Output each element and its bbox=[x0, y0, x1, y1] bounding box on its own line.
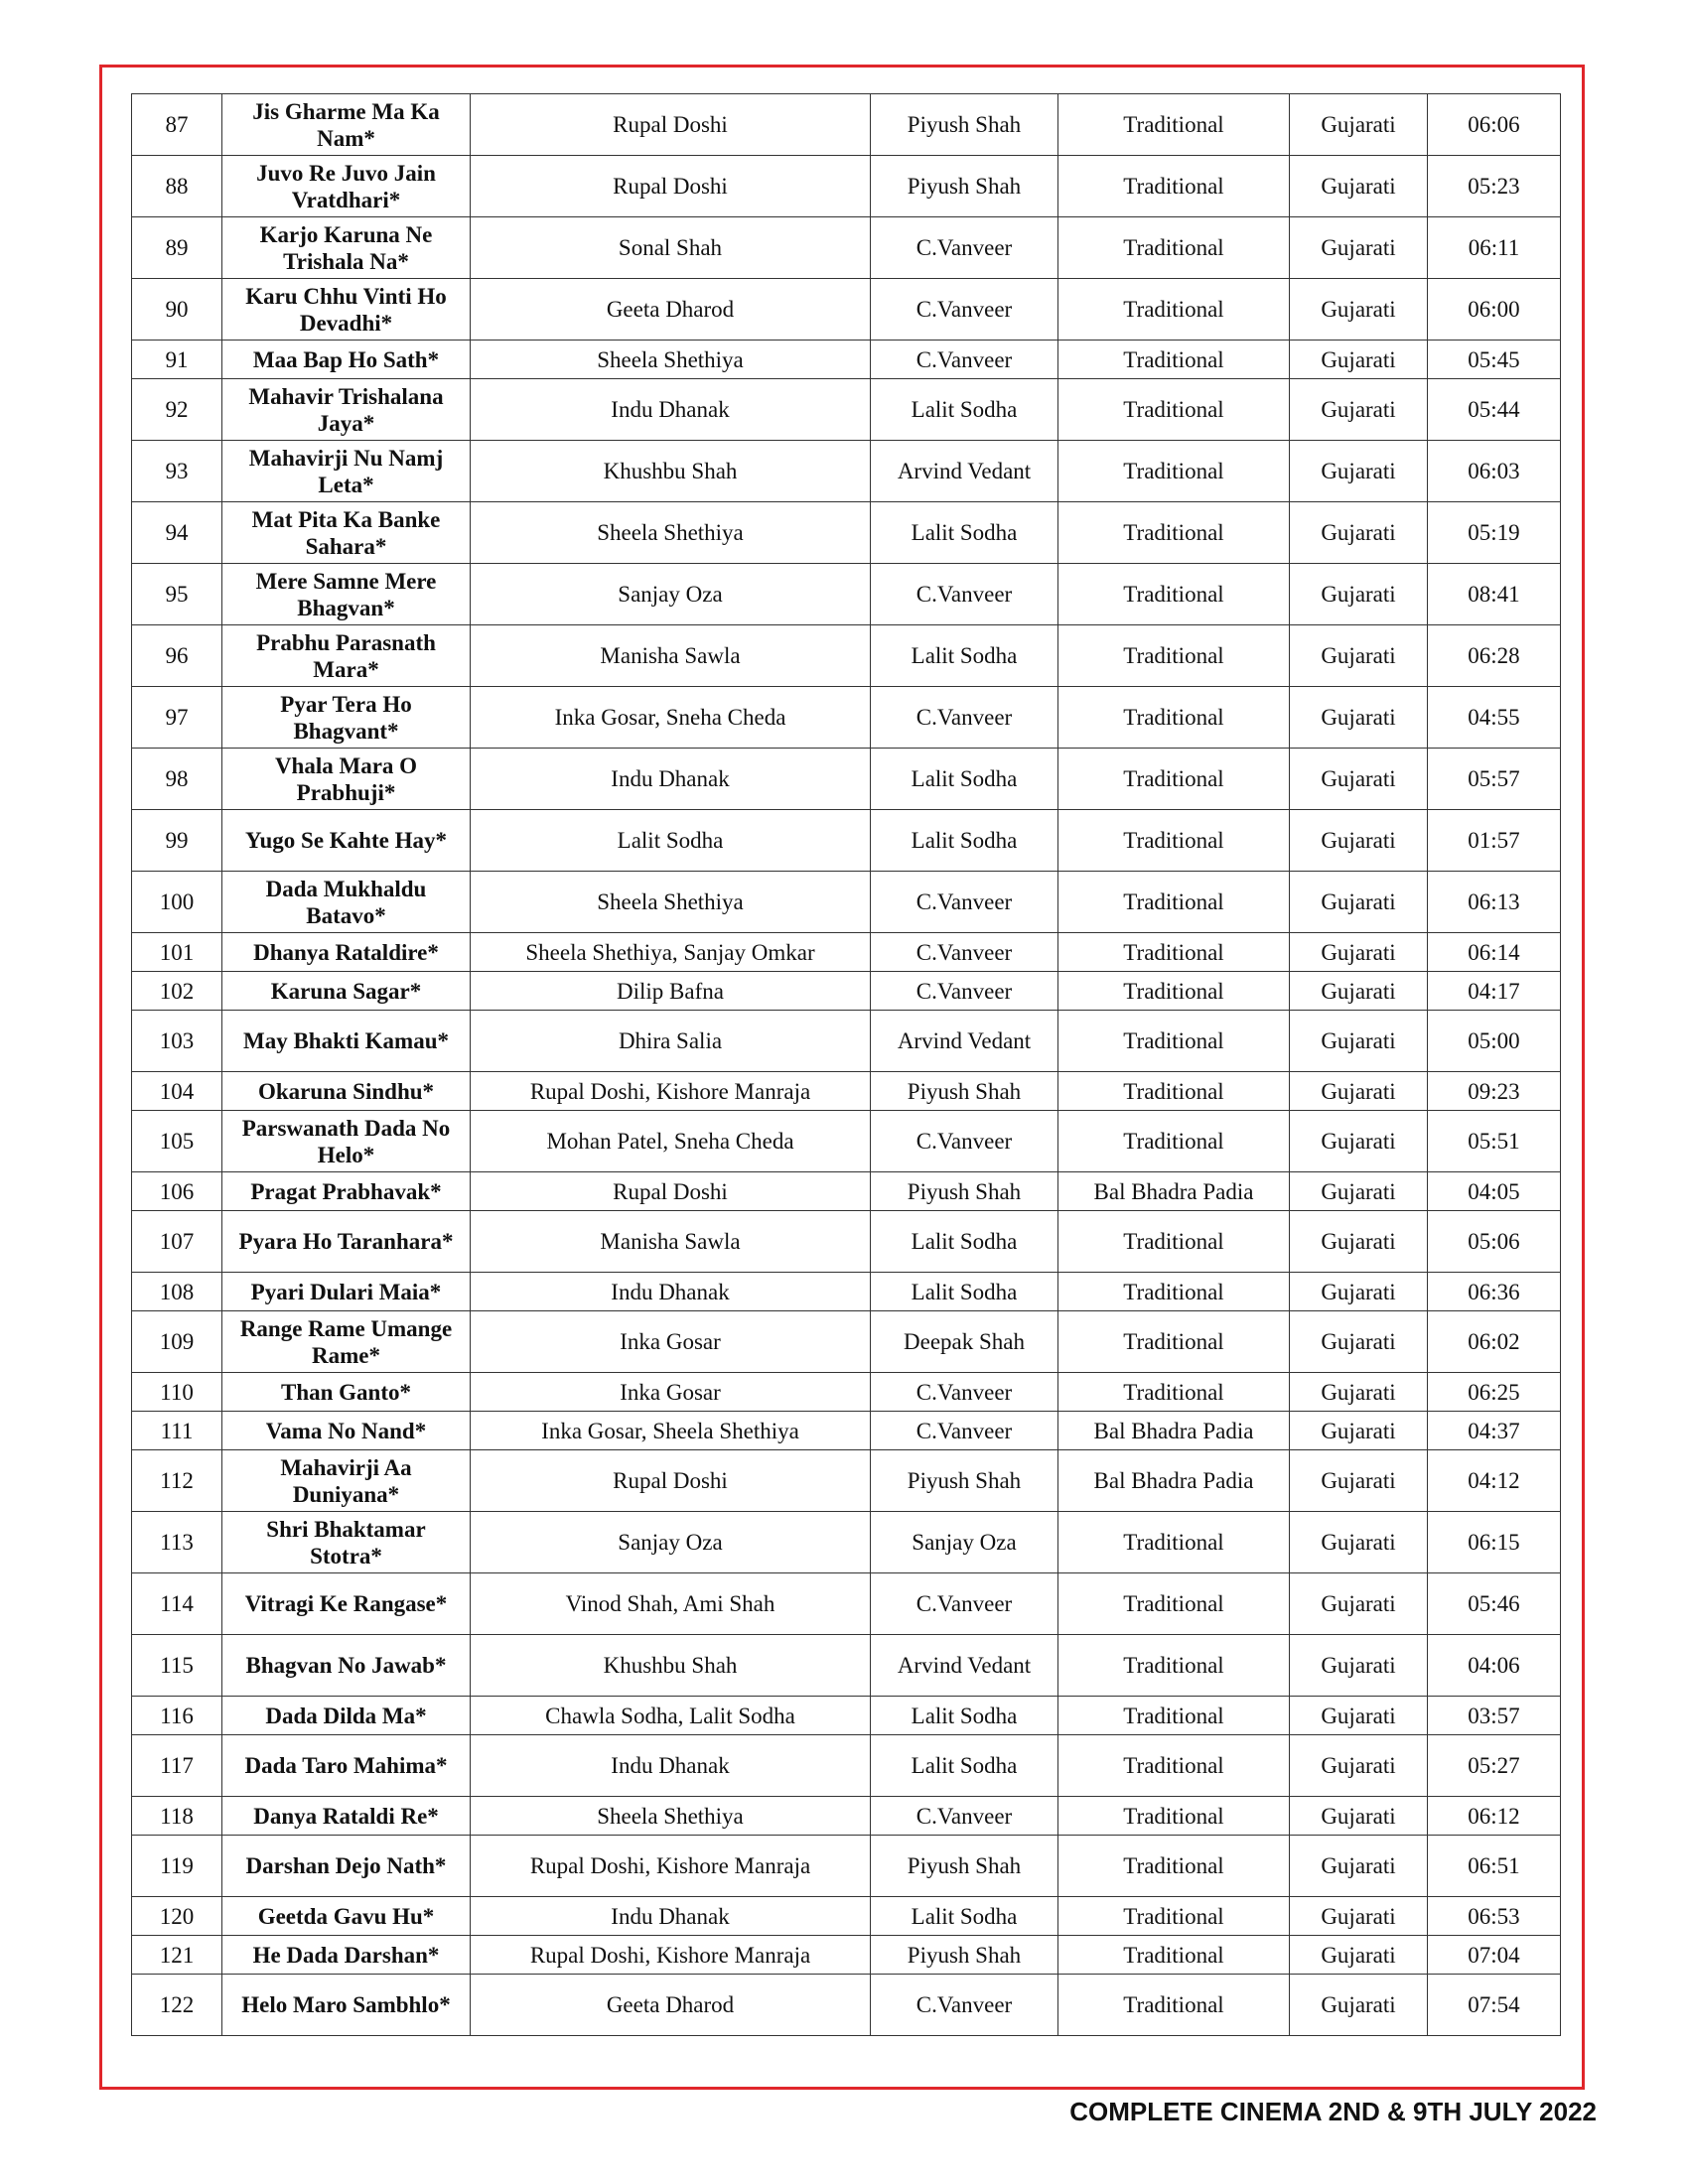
language-cell: Gujarati bbox=[1290, 502, 1428, 564]
music-director-cell: C.Vanveer bbox=[871, 1412, 1058, 1450]
duration-cell: 06:06 bbox=[1428, 94, 1561, 156]
duration-cell: 04:55 bbox=[1428, 687, 1561, 749]
language-cell: Gujarati bbox=[1290, 1897, 1428, 1936]
music-director-cell: Lalit Sodha bbox=[871, 1897, 1058, 1936]
duration-cell: 06:03 bbox=[1428, 441, 1561, 502]
row-number-cell: 120 bbox=[132, 1897, 222, 1936]
music-director-cell: Piyush Shah bbox=[871, 1836, 1058, 1897]
lyricist-cell: Traditional bbox=[1058, 1512, 1290, 1573]
song-title-cell: Jis Gharme Ma Ka Nam* bbox=[222, 94, 471, 156]
lyricist-cell: Traditional bbox=[1058, 1072, 1290, 1111]
row-number-cell: 108 bbox=[132, 1273, 222, 1311]
row-number-cell: 97 bbox=[132, 687, 222, 749]
row-number-cell: 98 bbox=[132, 749, 222, 810]
lyricist-cell: Traditional bbox=[1058, 972, 1290, 1011]
row-number-cell: 105 bbox=[132, 1111, 222, 1172]
music-director-cell: Lalit Sodha bbox=[871, 1697, 1058, 1735]
language-cell: Gujarati bbox=[1290, 441, 1428, 502]
row-number-cell: 109 bbox=[132, 1311, 222, 1373]
duration-cell: 01:57 bbox=[1428, 810, 1561, 872]
duration-cell: 06:13 bbox=[1428, 872, 1561, 933]
duration-cell: 06:00 bbox=[1428, 279, 1561, 341]
singers-cell: Khushbu Shah bbox=[471, 441, 871, 502]
duration-cell: 04:12 bbox=[1428, 1450, 1561, 1512]
duration-cell: 05:46 bbox=[1428, 1573, 1561, 1635]
singers-cell: Rupal Doshi bbox=[471, 1172, 871, 1211]
row-number-cell: 92 bbox=[132, 379, 222, 441]
table-row bbox=[132, 217, 1561, 279]
song-title-cell: Dada Mukhaldu Batavo* bbox=[222, 872, 471, 933]
language-cell: Gujarati bbox=[1290, 810, 1428, 872]
singers-cell: Inka Gosar bbox=[471, 1373, 871, 1412]
duration-cell: 06:51 bbox=[1428, 1836, 1561, 1897]
table-row bbox=[132, 625, 1561, 687]
lyricist-cell: Traditional bbox=[1058, 1797, 1290, 1836]
singers-cell: Indu Dhanak bbox=[471, 1735, 871, 1797]
table-row bbox=[132, 933, 1561, 972]
lyricist-cell: Traditional bbox=[1058, 1111, 1290, 1172]
lyricist-cell: Traditional bbox=[1058, 217, 1290, 279]
music-director-cell: Lalit Sodha bbox=[871, 625, 1058, 687]
lyricist-cell: Traditional bbox=[1058, 1936, 1290, 1975]
language-cell: Gujarati bbox=[1290, 1697, 1428, 1735]
song-title-cell: Range Rame Umange Rame* bbox=[222, 1311, 471, 1373]
song-title-cell: Dada Taro Mahima* bbox=[222, 1735, 471, 1797]
language-cell: Gujarati bbox=[1290, 94, 1428, 156]
music-director-cell: Piyush Shah bbox=[871, 1172, 1058, 1211]
table-row bbox=[132, 1936, 1561, 1975]
lyricist-cell: Traditional bbox=[1058, 564, 1290, 625]
song-title-cell: Parswanath Dada No Helo* bbox=[222, 1111, 471, 1172]
duration-cell: 06:28 bbox=[1428, 625, 1561, 687]
row-number-cell: 106 bbox=[132, 1172, 222, 1211]
lyricist-cell: Bal Bhadra Padia bbox=[1058, 1412, 1290, 1450]
music-director-cell: Lalit Sodha bbox=[871, 810, 1058, 872]
song-title-cell: Pyar Tera Ho Bhagvant* bbox=[222, 687, 471, 749]
language-cell: Gujarati bbox=[1290, 1211, 1428, 1273]
table-row bbox=[132, 1072, 1561, 1111]
music-director-cell: C.Vanveer bbox=[871, 972, 1058, 1011]
row-number-cell: 122 bbox=[132, 1975, 222, 2036]
language-cell: Gujarati bbox=[1290, 933, 1428, 972]
table-row bbox=[132, 1450, 1561, 1512]
lyricist-cell: Traditional bbox=[1058, 687, 1290, 749]
row-number-cell: 112 bbox=[132, 1450, 222, 1512]
song-title-cell: Dada Dilda Ma* bbox=[222, 1697, 471, 1735]
row-number-cell: 100 bbox=[132, 872, 222, 933]
song-title-cell: May Bhakti Kamau* bbox=[222, 1011, 471, 1072]
singers-cell: Sheela Shethiya, Sanjay Omkar bbox=[471, 933, 871, 972]
lyricist-cell: Traditional bbox=[1058, 1897, 1290, 1936]
music-director-cell: Deepak Shah bbox=[871, 1311, 1058, 1373]
lyricist-cell: Traditional bbox=[1058, 749, 1290, 810]
duration-cell: 04:37 bbox=[1428, 1412, 1561, 1450]
singers-cell: Dilip Bafna bbox=[471, 972, 871, 1011]
lyricist-cell: Traditional bbox=[1058, 1735, 1290, 1797]
language-cell: Gujarati bbox=[1290, 1273, 1428, 1311]
duration-cell: 06:02 bbox=[1428, 1311, 1561, 1373]
lyricist-cell: Bal Bhadra Padia bbox=[1058, 1450, 1290, 1512]
singers-cell: Vinod Shah, Ami Shah bbox=[471, 1573, 871, 1635]
duration-cell: 04:06 bbox=[1428, 1635, 1561, 1697]
singers-cell: Indu Dhanak bbox=[471, 1273, 871, 1311]
table-row bbox=[132, 1512, 1561, 1573]
music-director-cell: C.Vanveer bbox=[871, 217, 1058, 279]
music-director-cell: Lalit Sodha bbox=[871, 749, 1058, 810]
singers-cell: Manisha Sawla bbox=[471, 625, 871, 687]
table-row bbox=[132, 441, 1561, 502]
row-number-cell: 121 bbox=[132, 1936, 222, 1975]
language-cell: Gujarati bbox=[1290, 1172, 1428, 1211]
song-title-cell: Karjo Karuna Ne Trishala Na* bbox=[222, 217, 471, 279]
music-director-cell: Lalit Sodha bbox=[871, 1735, 1058, 1797]
language-cell: Gujarati bbox=[1290, 1975, 1428, 2036]
row-number-cell: 113 bbox=[132, 1512, 222, 1573]
lyricist-cell: Traditional bbox=[1058, 933, 1290, 972]
duration-cell: 09:23 bbox=[1428, 1072, 1561, 1111]
singers-cell: Lalit Sodha bbox=[471, 810, 871, 872]
song-title-cell: Mahavirji Nu Namj Leta* bbox=[222, 441, 471, 502]
song-title-cell: Prabhu Parasnath Mara* bbox=[222, 625, 471, 687]
song-title-cell: Shri Bhaktamar Stotra* bbox=[222, 1512, 471, 1573]
table-row bbox=[132, 872, 1561, 933]
language-cell: Gujarati bbox=[1290, 156, 1428, 217]
table-row bbox=[132, 279, 1561, 341]
table-row bbox=[132, 156, 1561, 217]
table-row bbox=[132, 1172, 1561, 1211]
song-title-cell: Okaruna Sindhu* bbox=[222, 1072, 471, 1111]
lyricist-cell: Traditional bbox=[1058, 1975, 1290, 2036]
music-director-cell: Lalit Sodha bbox=[871, 1211, 1058, 1273]
language-cell: Gujarati bbox=[1290, 1311, 1428, 1373]
singers-cell: Indu Dhanak bbox=[471, 379, 871, 441]
duration-cell: 05:00 bbox=[1428, 1011, 1561, 1072]
song-title-cell: Juvo Re Juvo Jain Vratdhari* bbox=[222, 156, 471, 217]
language-cell: Gujarati bbox=[1290, 1573, 1428, 1635]
music-director-cell: Arvind Vedant bbox=[871, 1011, 1058, 1072]
music-director-cell: C.Vanveer bbox=[871, 933, 1058, 972]
song-list-table bbox=[131, 93, 1561, 2036]
row-number-cell: 102 bbox=[132, 972, 222, 1011]
song-list-body bbox=[132, 94, 1561, 2036]
music-director-cell: C.Vanveer bbox=[871, 279, 1058, 341]
table-row bbox=[132, 1273, 1561, 1311]
singers-cell: Mohan Patel, Sneha Cheda bbox=[471, 1111, 871, 1172]
music-director-cell: C.Vanveer bbox=[871, 1373, 1058, 1412]
row-number-cell: 103 bbox=[132, 1011, 222, 1072]
lyricist-cell: Traditional bbox=[1058, 1573, 1290, 1635]
song-title-cell: Vama No Nand* bbox=[222, 1412, 471, 1450]
language-cell: Gujarati bbox=[1290, 749, 1428, 810]
table-row bbox=[132, 1697, 1561, 1735]
singers-cell: Chawla Sodha, Lalit Sodha bbox=[471, 1697, 871, 1735]
duration-cell: 06:53 bbox=[1428, 1897, 1561, 1936]
row-number-cell: 88 bbox=[132, 156, 222, 217]
language-cell: Gujarati bbox=[1290, 1373, 1428, 1412]
duration-cell: 07:54 bbox=[1428, 1975, 1561, 2036]
duration-cell: 05:51 bbox=[1428, 1111, 1561, 1172]
music-director-cell: C.Vanveer bbox=[871, 1797, 1058, 1836]
singers-cell: Indu Dhanak bbox=[471, 749, 871, 810]
language-cell: Gujarati bbox=[1290, 564, 1428, 625]
duration-cell: 05:45 bbox=[1428, 341, 1561, 379]
table-row bbox=[132, 1836, 1561, 1897]
lyricist-cell: Traditional bbox=[1058, 1311, 1290, 1373]
table-row bbox=[132, 749, 1561, 810]
row-number-cell: 95 bbox=[132, 564, 222, 625]
table-row bbox=[132, 94, 1561, 156]
singers-cell: Rupal Doshi bbox=[471, 156, 871, 217]
music-director-cell: Piyush Shah bbox=[871, 1450, 1058, 1512]
lyricist-cell: Traditional bbox=[1058, 1836, 1290, 1897]
footer-caption: COMPLETE CINEMA 2ND & 9TH JULY 2022 bbox=[1069, 2097, 1597, 2126]
row-number-cell: 107 bbox=[132, 1211, 222, 1273]
row-number-cell: 104 bbox=[132, 1072, 222, 1111]
song-title-cell: He Dada Darshan* bbox=[222, 1936, 471, 1975]
table-row bbox=[132, 1111, 1561, 1172]
table-row bbox=[132, 1211, 1561, 1273]
table-row bbox=[132, 1975, 1561, 2036]
language-cell: Gujarati bbox=[1290, 625, 1428, 687]
duration-cell: 06:25 bbox=[1428, 1373, 1561, 1412]
lyricist-cell: Traditional bbox=[1058, 1273, 1290, 1311]
singers-cell: Manisha Sawla bbox=[471, 1211, 871, 1273]
song-title-cell: Mere Samne Mere Bhagvan* bbox=[222, 564, 471, 625]
language-cell: Gujarati bbox=[1290, 687, 1428, 749]
table-row bbox=[132, 1373, 1561, 1412]
language-cell: Gujarati bbox=[1290, 1011, 1428, 1072]
language-cell: Gujarati bbox=[1290, 1450, 1428, 1512]
table-row bbox=[132, 972, 1561, 1011]
song-title-cell: Than Ganto* bbox=[222, 1373, 471, 1412]
music-director-cell: Arvind Vedant bbox=[871, 441, 1058, 502]
language-cell: Gujarati bbox=[1290, 972, 1428, 1011]
singers-cell: Khushbu Shah bbox=[471, 1635, 871, 1697]
row-number-cell: 110 bbox=[132, 1373, 222, 1412]
language-cell: Gujarati bbox=[1290, 279, 1428, 341]
duration-cell: 06:36 bbox=[1428, 1273, 1561, 1311]
song-title-cell: Mahavir Trishalana Jaya* bbox=[222, 379, 471, 441]
music-director-cell: Piyush Shah bbox=[871, 1936, 1058, 1975]
table-row bbox=[132, 1797, 1561, 1836]
row-number-cell: 96 bbox=[132, 625, 222, 687]
duration-cell: 08:41 bbox=[1428, 564, 1561, 625]
row-number-cell: 94 bbox=[132, 502, 222, 564]
music-director-cell: Piyush Shah bbox=[871, 94, 1058, 156]
duration-cell: 06:11 bbox=[1428, 217, 1561, 279]
song-title-cell: Helo Maro Sambhlo* bbox=[222, 1975, 471, 2036]
language-cell: Gujarati bbox=[1290, 1412, 1428, 1450]
row-number-cell: 111 bbox=[132, 1412, 222, 1450]
duration-cell: 05:57 bbox=[1428, 749, 1561, 810]
singers-cell: Inka Gosar, Sneha Cheda bbox=[471, 687, 871, 749]
singers-cell: Dhira Salia bbox=[471, 1011, 871, 1072]
table-row bbox=[132, 1412, 1561, 1450]
lyricist-cell: Traditional bbox=[1058, 872, 1290, 933]
table-row bbox=[132, 1735, 1561, 1797]
singers-cell: Sheela Shethiya bbox=[471, 872, 871, 933]
music-director-cell: Lalit Sodha bbox=[871, 1273, 1058, 1311]
music-director-cell: Arvind Vedant bbox=[871, 1635, 1058, 1697]
language-cell: Gujarati bbox=[1290, 1797, 1428, 1836]
song-title-cell: Vitragi Ke Rangase* bbox=[222, 1573, 471, 1635]
duration-cell: 07:04 bbox=[1428, 1936, 1561, 1975]
table-row bbox=[132, 1573, 1561, 1635]
singers-cell: Sanjay Oza bbox=[471, 1512, 871, 1573]
music-director-cell: C.Vanveer bbox=[871, 687, 1058, 749]
lyricist-cell: Traditional bbox=[1058, 341, 1290, 379]
row-number-cell: 118 bbox=[132, 1797, 222, 1836]
lyricist-cell: Traditional bbox=[1058, 156, 1290, 217]
duration-cell: 04:17 bbox=[1428, 972, 1561, 1011]
singers-cell: Sanjay Oza bbox=[471, 564, 871, 625]
duration-cell: 05:06 bbox=[1428, 1211, 1561, 1273]
language-cell: Gujarati bbox=[1290, 872, 1428, 933]
singers-cell: Sheela Shethiya bbox=[471, 502, 871, 564]
music-director-cell: C.Vanveer bbox=[871, 872, 1058, 933]
music-director-cell: C.Vanveer bbox=[871, 1111, 1058, 1172]
song-title-cell: Danya Rataldi Re* bbox=[222, 1797, 471, 1836]
table-row bbox=[132, 1011, 1561, 1072]
lyricist-cell: Traditional bbox=[1058, 441, 1290, 502]
row-number-cell: 91 bbox=[132, 341, 222, 379]
music-director-cell: Lalit Sodha bbox=[871, 379, 1058, 441]
music-director-cell: C.Vanveer bbox=[871, 1975, 1058, 2036]
table-row bbox=[132, 810, 1561, 872]
language-cell: Gujarati bbox=[1290, 379, 1428, 441]
singers-cell: Rupal Doshi, Kishore Manraja bbox=[471, 1936, 871, 1975]
lyricist-cell: Traditional bbox=[1058, 1697, 1290, 1735]
language-cell: Gujarati bbox=[1290, 1735, 1428, 1797]
lyricist-cell: Traditional bbox=[1058, 625, 1290, 687]
duration-cell: 06:12 bbox=[1428, 1797, 1561, 1836]
music-director-cell: C.Vanveer bbox=[871, 1573, 1058, 1635]
table-row bbox=[132, 1311, 1561, 1373]
singers-cell: Rupal Doshi, Kishore Manraja bbox=[471, 1836, 871, 1897]
song-title-cell: Pyara Ho Taranhara* bbox=[222, 1211, 471, 1273]
song-title-cell: Mat Pita Ka Banke Sahara* bbox=[222, 502, 471, 564]
row-number-cell: 101 bbox=[132, 933, 222, 972]
row-number-cell: 117 bbox=[132, 1735, 222, 1797]
song-title-cell: Karu Chhu Vinti Ho Devadhi* bbox=[222, 279, 471, 341]
lyricist-cell: Traditional bbox=[1058, 379, 1290, 441]
duration-cell: 05:23 bbox=[1428, 156, 1561, 217]
language-cell: Gujarati bbox=[1290, 217, 1428, 279]
row-number-cell: 99 bbox=[132, 810, 222, 872]
table-row bbox=[132, 564, 1561, 625]
song-title-cell: Mahavirji Aa Duniyana* bbox=[222, 1450, 471, 1512]
song-title-cell: Bhagvan No Jawab* bbox=[222, 1635, 471, 1697]
singers-cell: Rupal Doshi, Kishore Manraja bbox=[471, 1072, 871, 1111]
duration-cell: 04:05 bbox=[1428, 1172, 1561, 1211]
row-number-cell: 116 bbox=[132, 1697, 222, 1735]
duration-cell: 05:27 bbox=[1428, 1735, 1561, 1797]
lyricist-cell: Traditional bbox=[1058, 810, 1290, 872]
singers-cell: Geeta Dharod bbox=[471, 279, 871, 341]
music-director-cell: Sanjay Oza bbox=[871, 1512, 1058, 1573]
singers-cell: Rupal Doshi bbox=[471, 1450, 871, 1512]
singers-cell: Sheela Shethiya bbox=[471, 341, 871, 379]
song-title-cell: Dhanya Rataldire* bbox=[222, 933, 471, 972]
row-number-cell: 89 bbox=[132, 217, 222, 279]
singers-cell: Indu Dhanak bbox=[471, 1897, 871, 1936]
duration-cell: 03:57 bbox=[1428, 1697, 1561, 1735]
lyricist-cell: Traditional bbox=[1058, 502, 1290, 564]
language-cell: Gujarati bbox=[1290, 341, 1428, 379]
singers-cell: Sonal Shah bbox=[471, 217, 871, 279]
duration-cell: 05:19 bbox=[1428, 502, 1561, 564]
table-row bbox=[132, 1897, 1561, 1936]
duration-cell: 06:14 bbox=[1428, 933, 1561, 972]
singers-cell: Geeta Dharod bbox=[471, 1975, 871, 2036]
row-number-cell: 93 bbox=[132, 441, 222, 502]
singers-cell: Rupal Doshi bbox=[471, 94, 871, 156]
song-title-cell: Darshan Dejo Nath* bbox=[222, 1836, 471, 1897]
duration-cell: 06:15 bbox=[1428, 1512, 1561, 1573]
duration-cell: 05:44 bbox=[1428, 379, 1561, 441]
row-number-cell: 90 bbox=[132, 279, 222, 341]
row-number-cell: 119 bbox=[132, 1836, 222, 1897]
lyricist-cell: Traditional bbox=[1058, 1373, 1290, 1412]
table-row bbox=[132, 687, 1561, 749]
lyricist-cell: Traditional bbox=[1058, 94, 1290, 156]
language-cell: Gujarati bbox=[1290, 1072, 1428, 1111]
lyricist-cell: Traditional bbox=[1058, 279, 1290, 341]
table-row bbox=[132, 1635, 1561, 1697]
row-number-cell: 114 bbox=[132, 1573, 222, 1635]
lyricist-cell: Traditional bbox=[1058, 1635, 1290, 1697]
song-title-cell: Vhala Mara O Prabhuji* bbox=[222, 749, 471, 810]
language-cell: Gujarati bbox=[1290, 1512, 1428, 1573]
music-director-cell: Piyush Shah bbox=[871, 1072, 1058, 1111]
music-director-cell: C.Vanveer bbox=[871, 564, 1058, 625]
music-director-cell: C.Vanveer bbox=[871, 341, 1058, 379]
language-cell: Gujarati bbox=[1290, 1635, 1428, 1697]
music-director-cell: Lalit Sodha bbox=[871, 502, 1058, 564]
language-cell: Gujarati bbox=[1290, 1936, 1428, 1975]
lyricist-cell: Traditional bbox=[1058, 1211, 1290, 1273]
language-cell: Gujarati bbox=[1290, 1836, 1428, 1897]
table-row bbox=[132, 379, 1561, 441]
song-title-cell: Geetda Gavu Hu* bbox=[222, 1897, 471, 1936]
row-number-cell: 115 bbox=[132, 1635, 222, 1697]
singers-cell: Inka Gosar bbox=[471, 1311, 871, 1373]
language-cell: Gujarati bbox=[1290, 1111, 1428, 1172]
song-title-cell: Pragat Prabhavak* bbox=[222, 1172, 471, 1211]
table-row bbox=[132, 502, 1561, 564]
lyricist-cell: Bal Bhadra Padia bbox=[1058, 1172, 1290, 1211]
lyricist-cell: Traditional bbox=[1058, 1011, 1290, 1072]
song-title-cell: Karuna Sagar* bbox=[222, 972, 471, 1011]
song-title-cell: Maa Bap Ho Sath* bbox=[222, 341, 471, 379]
singers-cell: Inka Gosar, Sheela Shethiya bbox=[471, 1412, 871, 1450]
song-title-cell: Yugo Se Kahte Hay* bbox=[222, 810, 471, 872]
table-row bbox=[132, 341, 1561, 379]
row-number-cell: 87 bbox=[132, 94, 222, 156]
music-director-cell: Piyush Shah bbox=[871, 156, 1058, 217]
singers-cell: Sheela Shethiya bbox=[471, 1797, 871, 1836]
song-title-cell: Pyari Dulari Maia* bbox=[222, 1273, 471, 1311]
